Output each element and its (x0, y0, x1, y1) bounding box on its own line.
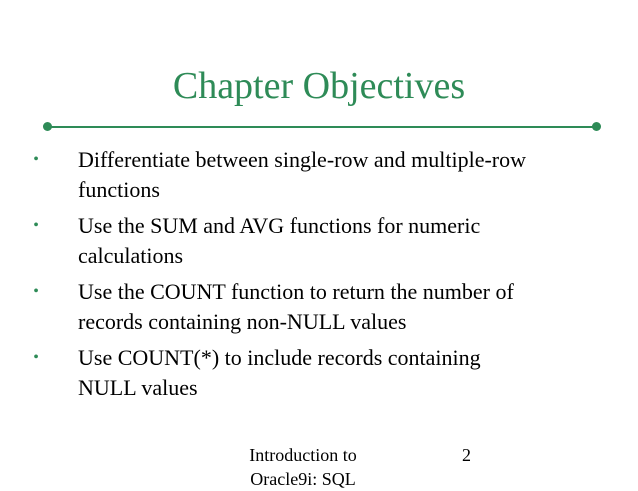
objective-line-2: NULL values (78, 375, 198, 400)
objective-item (26, 343, 606, 403)
footer-course-title (228, 443, 378, 491)
objective-item (26, 277, 606, 337)
footer-line-2: Oracle9i: SQL (250, 469, 356, 489)
title-divider (47, 126, 597, 128)
bullet-icon: • (33, 349, 39, 366)
bullet-icon: • (33, 283, 39, 300)
bullet-icon: • (33, 217, 39, 234)
objective-item (26, 211, 606, 271)
objective-line-1: Use the COUNT function to return the number of (78, 279, 514, 304)
objectives-list (26, 145, 606, 409)
objective-line-1: Use the SUM and AVG functions for numeric (78, 213, 481, 238)
slide-title: Chapter Objectives (172, 65, 466, 107)
bullet-icon: • (33, 151, 39, 168)
divider-dot-right (592, 122, 601, 131)
divider-dot-left (43, 122, 52, 131)
objective-line-2: functions (78, 177, 160, 202)
divider-line (47, 126, 597, 128)
objective-line-2: records containing non-NULL values (78, 309, 407, 334)
objective-item (26, 145, 606, 205)
footer-line-1: Introduction to (249, 445, 357, 465)
page-number: 2 (462, 445, 471, 465)
objective-line-1: Use COUNT(*) to include records containing (78, 345, 481, 370)
objective-line-1: Differentiate between single-row and multiple-row (78, 147, 526, 172)
objective-line-2: calculations (78, 243, 184, 268)
